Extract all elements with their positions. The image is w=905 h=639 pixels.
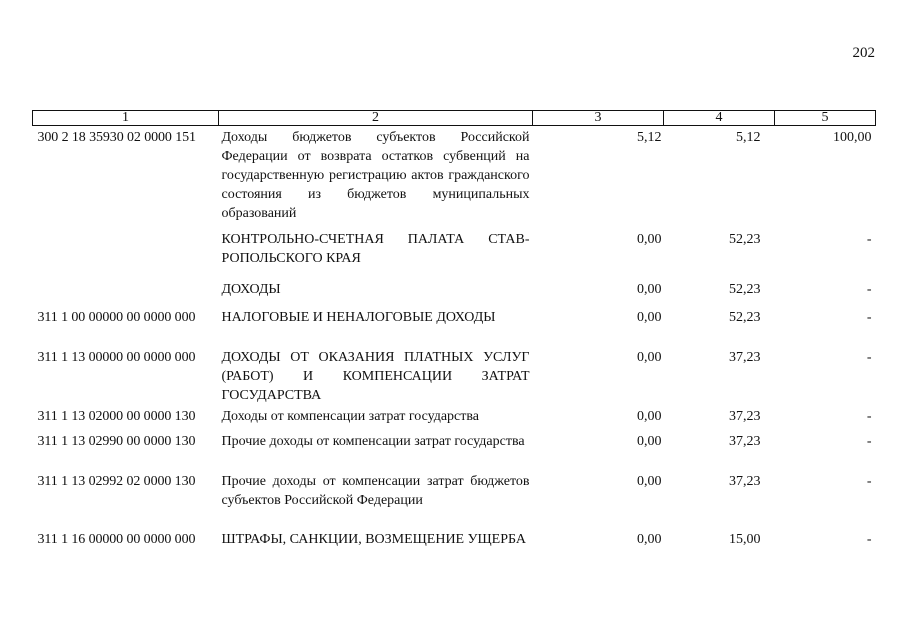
row-name: Прочие доходы от компенсации затрат бюджетов субъектов Российской Федерации (221, 473, 530, 508)
table-row (33, 126, 876, 230)
row-name: ДОХОДЫ (221, 281, 281, 297)
row-value-4: 37,23 (729, 349, 761, 365)
page-number: 202 (852, 45, 875, 61)
row-name: Доходы бюджетов субъектов Российской Федерации от возврата остатков субвенций на государственную регистрацию актов гражданского состояния из бюджетов муниципальных образований (221, 130, 530, 221)
row-code: 311 1 00 00000 00 0000 000 (37, 309, 196, 325)
row-value-4: 15,00 (729, 531, 761, 547)
row-code: 311 1 13 02990 00 0000 130 (37, 433, 196, 449)
row-value-3: 0,00 (637, 473, 662, 489)
row-value-3: 0,00 (637, 433, 662, 449)
row-value-5: - (866, 531, 872, 547)
column-header-3: 3 (533, 111, 664, 126)
row-value-3: 0,00 (637, 231, 662, 247)
row-name: ДОХОДЫ ОТ ОКАЗАНИЯ ПЛАТНЫХ УСЛУГ (РАБОТ) И КОМПЕНСАЦИИ ЗАТРАТ ГОСУДАРСТВА (221, 349, 530, 403)
row-value-5: - (866, 309, 872, 325)
row-value-4: 52,23 (729, 231, 761, 247)
column-header-2: 2 (219, 111, 533, 126)
row-value-5: - (866, 473, 872, 489)
row-value-5: - (866, 433, 872, 449)
row-name: НАЛОГОВЫЕ И НЕНАЛОГОВЫЕ ДОХОДЫ (221, 309, 496, 325)
row-value-3: 0,00 (637, 281, 662, 297)
table-header-row (33, 111, 876, 126)
column-header-5: 5 (775, 111, 876, 126)
table-row (33, 308, 876, 348)
row-value-4: 37,23 (729, 408, 761, 424)
table-row (33, 407, 876, 432)
row-value-5: - (866, 408, 872, 424)
budget-revenue-table (32, 110, 876, 570)
row-code: 311 1 13 02992 02 0000 130 (37, 473, 196, 489)
row-code: 300 2 18 35930 02 0000 151 (37, 130, 196, 145)
row-value-4: 5,12 (736, 130, 761, 145)
row-value-4: 52,23 (729, 309, 761, 325)
row-value-3: 0,00 (637, 349, 662, 365)
row-code: 311 1 13 00000 00 0000 000 (37, 349, 196, 365)
row-value-5: 100,00 (833, 130, 872, 145)
column-header-1: 1 (33, 111, 219, 126)
row-value-4: 52,23 (729, 281, 761, 297)
table-row (33, 348, 876, 407)
table-row (33, 472, 876, 530)
table-row (33, 280, 876, 308)
row-name: КОНТРОЛЬНО-СЧЕТНАЯ ПАЛАТА СТАВ-РОПОЛЬСКОГО КРАЯ (221, 231, 530, 266)
row-value-4: 37,23 (729, 433, 761, 449)
row-name: Прочие доходы от компенсации затрат государства (221, 433, 525, 449)
row-value-5: - (866, 349, 872, 365)
row-code: 311 1 13 02000 00 0000 130 (37, 408, 196, 424)
row-name: ШТРАФЫ, САНКЦИИ, ВОЗМЕЩЕНИЕ УЩЕРБА (221, 531, 526, 547)
table-row (33, 432, 876, 472)
row-value-3: 0,00 (637, 531, 662, 547)
row-code: 311 1 16 00000 00 0000 000 (37, 531, 196, 547)
row-code (33, 230, 219, 280)
table-row (33, 230, 876, 280)
column-header-4: 4 (664, 111, 775, 126)
row-value-3: 5,12 (637, 130, 662, 145)
row-value-5: - (866, 281, 872, 297)
table-row (33, 530, 876, 570)
row-value-3: 0,00 (637, 309, 662, 325)
row-name: Доходы от компенсации затрат государства (221, 408, 480, 424)
row-value-5: - (866, 231, 872, 247)
row-value-4: 37,23 (729, 473, 761, 489)
row-code (33, 280, 219, 308)
row-value-3: 0,00 (637, 408, 662, 424)
